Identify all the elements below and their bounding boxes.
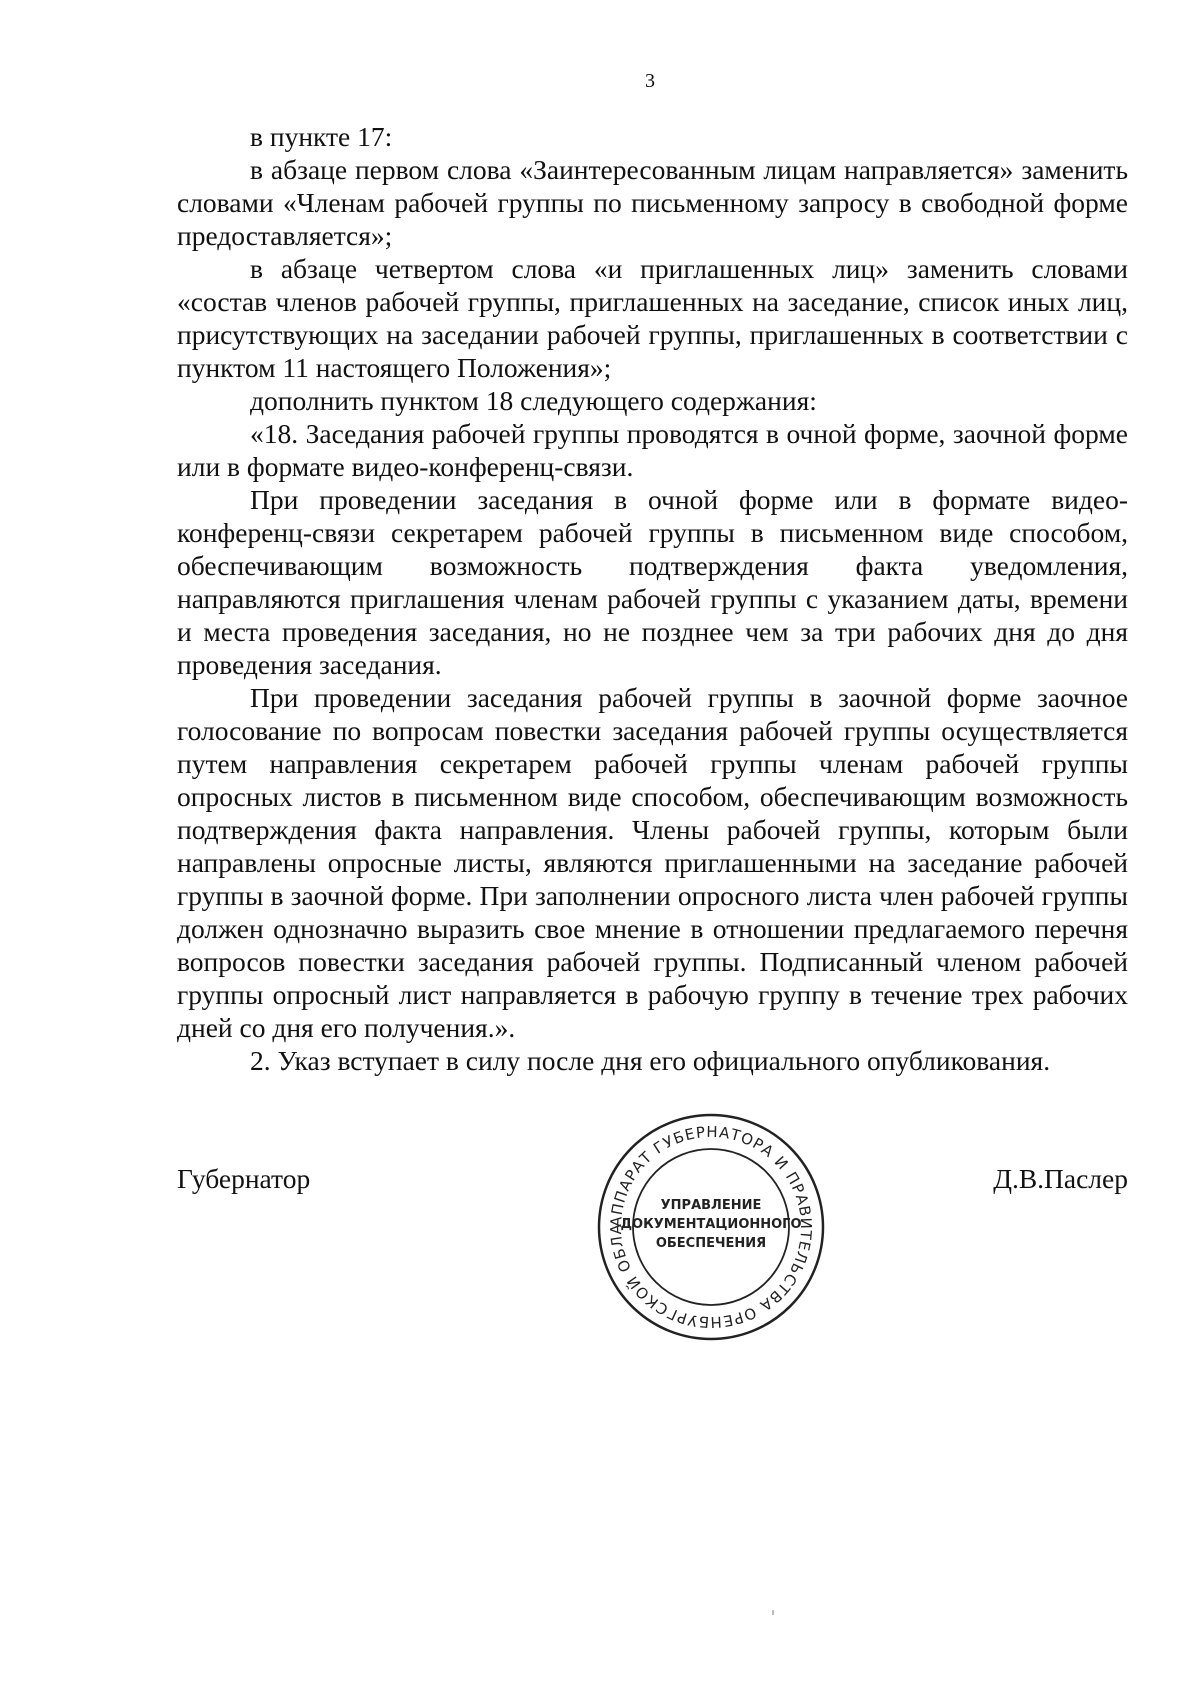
document-body	[177, 120, 1128, 1077]
signatory-position: Губернатор	[177, 1163, 311, 1194]
seal-center-line-2: ДОКУМЕНТАЦИОННОГО	[620, 1217, 802, 1232]
seal-center-line-3: ОБЕСПЕЧЕНИЯ	[655, 1236, 767, 1251]
paragraph-effective-date: 2. Указ вступает в силу после дня его официального опубликования.	[250, 1045, 1051, 1076]
paragraph-fourth-abzac: в абзаце четвертом слова «и приглашенных лиц» заменить словами «состав членов рабочей группы, приглашенных на заседание, список иных лиц, присутствующих на заседании рабочей группы, приглашенных в соответствии с пунктом 11 настоящего Положения»;	[177, 253, 1128, 383]
seal-graphic	[596, 1112, 826, 1342]
seal-center-line-1: УПРАВЛЕНИЕ	[660, 1198, 762, 1213]
paragraph-first-abzac: в абзаце первом слова «Заинтересованным лицам направляется» заменить словами «Членам рабочей группы по письменному запросу в свободной форме предоставляется»;	[177, 154, 1128, 251]
paragraph-point-17: в пункте 17:	[250, 121, 393, 152]
seal-outer-text: АППАРАТ ГУБЕРНАТОРА И ПРАВИТЕЛЬСТВА ОРЕНБУРГСКОЙ ОБЛА	[606, 1122, 816, 1332]
scan-speck	[772, 1610, 774, 1615]
signatory-name: Д.В.Паслер	[993, 1163, 1128, 1194]
paragraph-point-18-text: «18. Заседания рабочей группы проводятся в очной форме, заочной форме или в формате видео-конференц-связи.	[177, 418, 1128, 482]
paragraph-in-person-meeting: При проведении заседания в очной форме или в формате видео-конференц-связи секретарем рабочей группы в письменном виде способом, обеспечивающим возможность подтверждения факта уведомления, направляются приглашения членам рабочей группы с указанием даты, времени и места проведения заседания, но не позднее чем за три рабочих дня до дня проведения заседания.	[177, 484, 1128, 680]
official-seal	[596, 1112, 826, 1342]
paragraph-add-point-18: дополнить пунктом 18 следующего содержания:	[250, 385, 817, 416]
page-number: 3	[645, 70, 655, 92]
paragraph-absentee-meeting: При проведении заседания рабочей группы в заочной форме заочное голосование по вопросам повестки заседания рабочей группы осуществляется путем направления секретарем рабочей группы членам рабочей группы опросных листов в письменном виде способом, обеспечивающим возможность подтверждения факта направления. Члены рабочей группы, которым были направлены опросные листы, являются приглашенными на заседание рабочей группы в заочной форме. При заполнении опросного листа член рабочей группы должен однозначно выразить свое мнение в отношении предлагаемого перечня вопросов повестки заседания рабочей группы. Подписанный членом рабочей группы опросный лист направляется в рабочую группу в течение трех рабочих дней со дня его получения.».	[177, 682, 1128, 1043]
